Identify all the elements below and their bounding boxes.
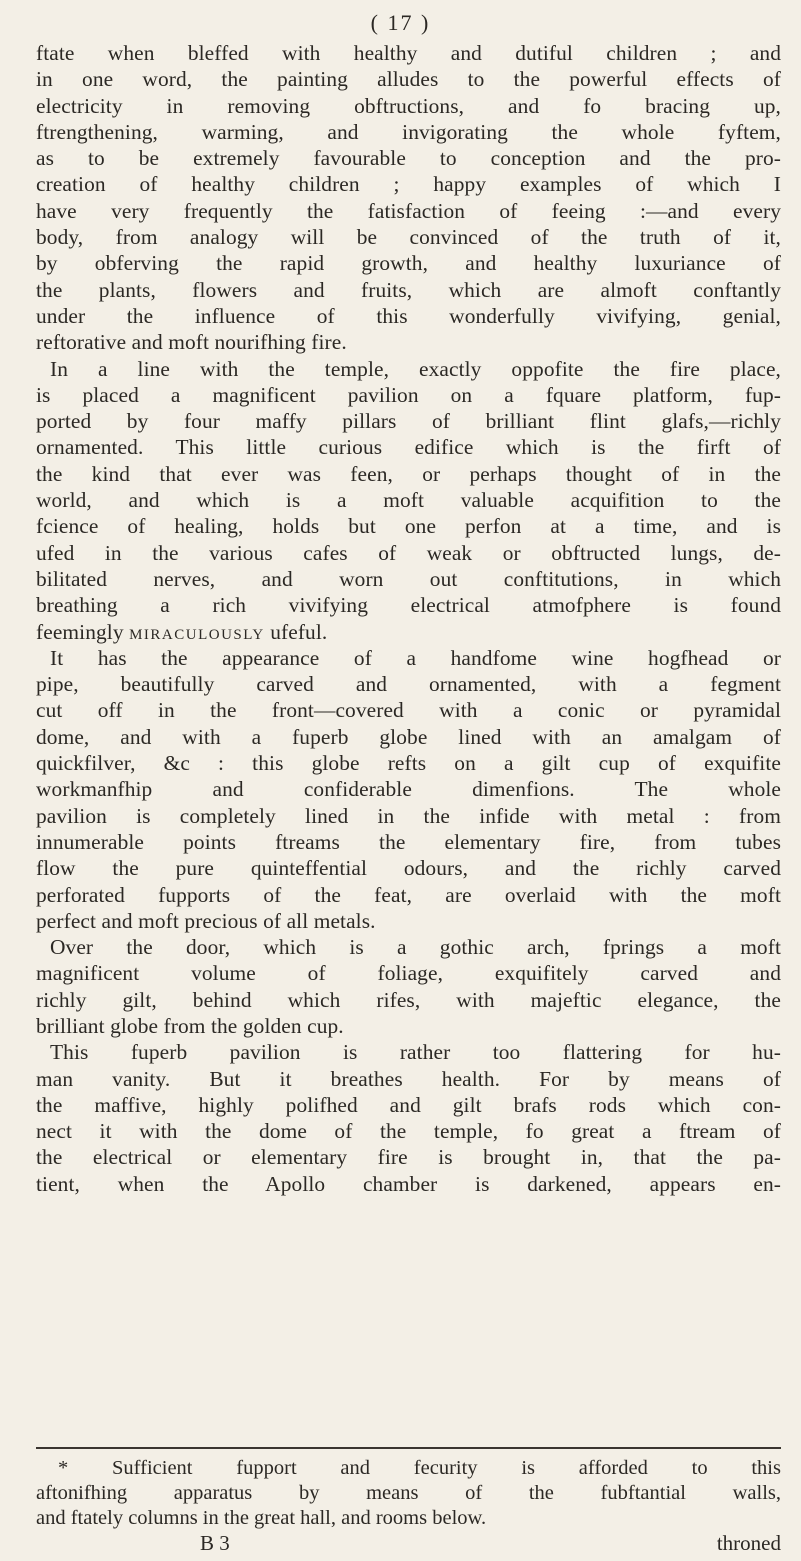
text-line: brilliant globe from the golden cup. — [36, 1013, 344, 1038]
text-line: workmanfhip and confiderable dimenfions. The whole — [36, 777, 781, 802]
text-line — [36, 619, 781, 645]
text-line: perfect and moft precious of all metals. — [36, 908, 376, 933]
text-line: cut off in the front—covered with a conic or pyramidal — [36, 698, 781, 723]
text-line: ufed in the various cafes of weak or obftructed lungs, de- — [36, 540, 781, 565]
text-line: have very frequently the fatisfaction of feeing :—and every — [36, 198, 781, 223]
text-line: reftorative and moft nourifhing fire. — [36, 330, 347, 355]
page-number: ( 17 ) — [370, 10, 431, 35]
text-line: pavilion is completely lined in the infide with metal : from — [36, 803, 781, 828]
text-line: fcience of healing, holds but one perfon at a time, and is — [36, 514, 781, 539]
text-line: is placed a magnificent pavilion on a fquare platform, fup- — [36, 382, 781, 407]
text-line: by obferving the rapid growth, and healthy luxuriance of — [36, 251, 781, 276]
text-line: world, and which is a moft valuable acquifition to the — [36, 488, 781, 513]
emphasis-text: miraculously — [129, 619, 265, 644]
text-line: richly gilt, behind which rifes, with majeftic elegance, the — [36, 987, 781, 1012]
body-text — [36, 40, 781, 1197]
text-line: the kind that ever was feen, or perhaps thought of in the — [36, 461, 781, 486]
text-line: tient, when the Apollo chamber is darkened, appears en- — [36, 1171, 781, 1196]
text-line: This fuperb pavilion is rather too flattering for hu- — [50, 1040, 781, 1065]
text-segment: ufeful. — [270, 619, 328, 644]
text-line: magnificent volume of foliage, exquifitely carved and — [36, 961, 781, 986]
text-line: ftate when bleffed with healthy and dutiful children ; and — [36, 41, 781, 65]
text-line: the maffive, highly polifhed and gilt brafs rods which con- — [36, 1092, 781, 1117]
text-line: breathing a rich vivifying electrical atmofphere is found — [36, 593, 781, 618]
text-line: dome, and with a fuperb globe lined with an amalgam of — [36, 724, 781, 749]
text-line: in one word, the painting alludes to the powerful effects of — [36, 67, 781, 92]
text-line: nect it with the dome of the temple, fo great a ftream of — [36, 1119, 781, 1144]
text-line: body, from analogy will be convinced of the truth of it, — [36, 225, 781, 250]
text-line: pipe, beautifully carved and ornamented, with a fegment — [36, 672, 781, 697]
text-line: electricity in removing obftructions, and fo bracing up, — [36, 93, 781, 118]
page-footer — [36, 1531, 781, 1557]
text-line: quickfilver, &c : this globe refts on a gilt cup of exquifite — [36, 751, 781, 776]
text-line: ornamented. This little curious edifice which is the firft of — [36, 435, 781, 460]
text-line: the plants, flowers and fruits, which are almoft conftantly — [36, 277, 781, 302]
footnote-line: and ftately columns in the great hall, and rooms below. — [36, 1507, 487, 1529]
text-line: creation of healthy children ; happy examples of which I — [36, 172, 781, 197]
text-line: the electrical or elementary fire is brought in, that the pa- — [36, 1145, 781, 1170]
footnote-line: aftonifhing apparatus by means of the fubftantial walls, — [36, 1482, 781, 1504]
text-line: bilitated nerves, and worn out conftitutions, in which — [36, 566, 781, 591]
text-line: In a line with the temple, exactly oppofite the fire place, — [50, 356, 781, 381]
text-line: flow the pure quinteffential odours, and the richly carved — [36, 856, 781, 881]
text-line: under the influence of this wonderfully vivifying, genial, — [36, 303, 781, 328]
catchword: throned — [716, 1531, 781, 1555]
text-segment: feemingly — [36, 619, 124, 644]
text-line: man vanity. But it breathes health. For by means of — [36, 1066, 781, 1091]
text-line: Over the door, which is a gothic arch, fprings a moft — [50, 935, 781, 960]
text-line: innumerable points ftreams the elementary fire, from tubes — [36, 829, 781, 854]
text-line: ftrengthening, warming, and invigorating the whole fyftem, — [36, 119, 781, 144]
footnote-divider — [36, 1447, 781, 1449]
signature-mark: B 3 — [200, 1531, 230, 1555]
text-line: ported by four maffy pillars of brilliant flint glafs,—richly — [36, 409, 781, 434]
footnote-line: * Sufficient fupport and fecurity is afforded to this — [58, 1457, 781, 1479]
text-line: perforated fupports of the feat, are overlaid with the moft — [36, 882, 781, 907]
footnote — [36, 1456, 781, 1531]
text-line: It has the appearance of a handfome wine hogfhead or — [50, 645, 781, 670]
text-line: as to be extremely favourable to conception and the pro- — [36, 146, 781, 171]
